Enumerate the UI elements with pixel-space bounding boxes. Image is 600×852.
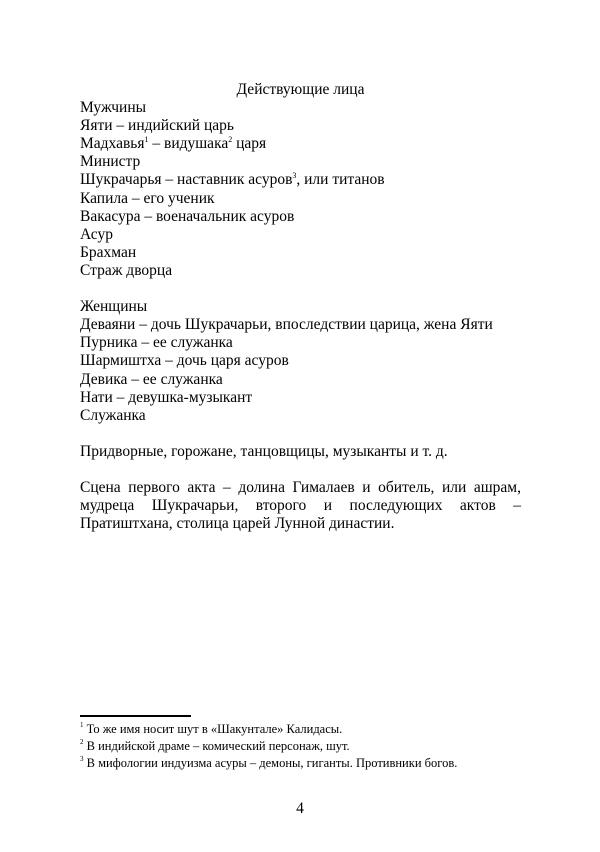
footnote-ref[interactable]: 3: [292, 171, 297, 181]
footnote-ref[interactable]: 1: [144, 135, 149, 145]
character-line: Яяти – индийский царь: [80, 117, 234, 135]
character-line: Служанка: [80, 406, 146, 424]
character-line: Министр: [80, 153, 141, 171]
character-name: Мадхавья: [80, 135, 145, 153]
scene-paragraph: Сцена первого акта – долина Гималаев и обитель, или ашрам, мудреца Шукрачарьи, второго и последующих актов – Пратиштхана, столица царей Лунной династии.: [80, 479, 521, 533]
footnote-text: То же имя носит шут в «Шакунтале» Калидасы.: [86, 722, 343, 736]
footnote-text: В мифологии индуизма асуры – демоны, гиганты. Противники богов.: [86, 756, 458, 770]
others-line: Придворные, горожане, танцовщицы, музыканты и т. д.: [80, 442, 448, 460]
section-heading-men: Мужчины: [80, 99, 147, 117]
footnote-number: 3: [80, 755, 84, 763]
footnote-number: 2: [80, 738, 84, 746]
character-line: Капила – его ученик: [80, 189, 215, 207]
footnote-separator: [80, 715, 191, 717]
page-body: [80, 81, 521, 533]
character-line: [80, 171, 521, 189]
character-line: Пурника – ее служанка: [80, 334, 233, 352]
character-line: Страж дворца: [80, 261, 173, 279]
character-desc: , или титанов: [296, 171, 385, 189]
section-heading-women: Женщины: [80, 298, 148, 316]
character-line: Брахман: [80, 243, 137, 261]
character-line: Асур: [80, 225, 113, 243]
footnotes: [80, 721, 530, 772]
footnote: [80, 755, 530, 772]
character-line: [80, 135, 521, 153]
character-line: Деваяни – дочь Шукрачарьи, впоследствии царица, жена Яяти: [80, 316, 493, 334]
character-name: Шукрачарья – наставник асуров: [80, 171, 293, 189]
character-line: Шармиштха – дочь царя асуров: [80, 352, 289, 370]
character-line: Нати – девушка-музыкант: [80, 388, 253, 406]
page-number: 4: [296, 800, 304, 817]
footnote-ref[interactable]: 2: [228, 135, 233, 145]
spacer: [80, 425, 521, 443]
spacer: [80, 461, 521, 479]
character-line: Вакасура – военачальник асуров: [80, 207, 295, 225]
character-line: Девика – ее служанка: [80, 370, 223, 388]
page-title: Действующие лица: [236, 81, 365, 98]
footnote-text: В индийской драме – комический персонаж, шут.: [86, 739, 350, 753]
footnote: [80, 721, 530, 738]
footnote-number: 1: [80, 721, 84, 729]
character-desc: – видушака: [148, 135, 229, 153]
character-desc: царя: [232, 135, 267, 153]
footnote: [80, 738, 530, 755]
spacer: [80, 280, 521, 298]
